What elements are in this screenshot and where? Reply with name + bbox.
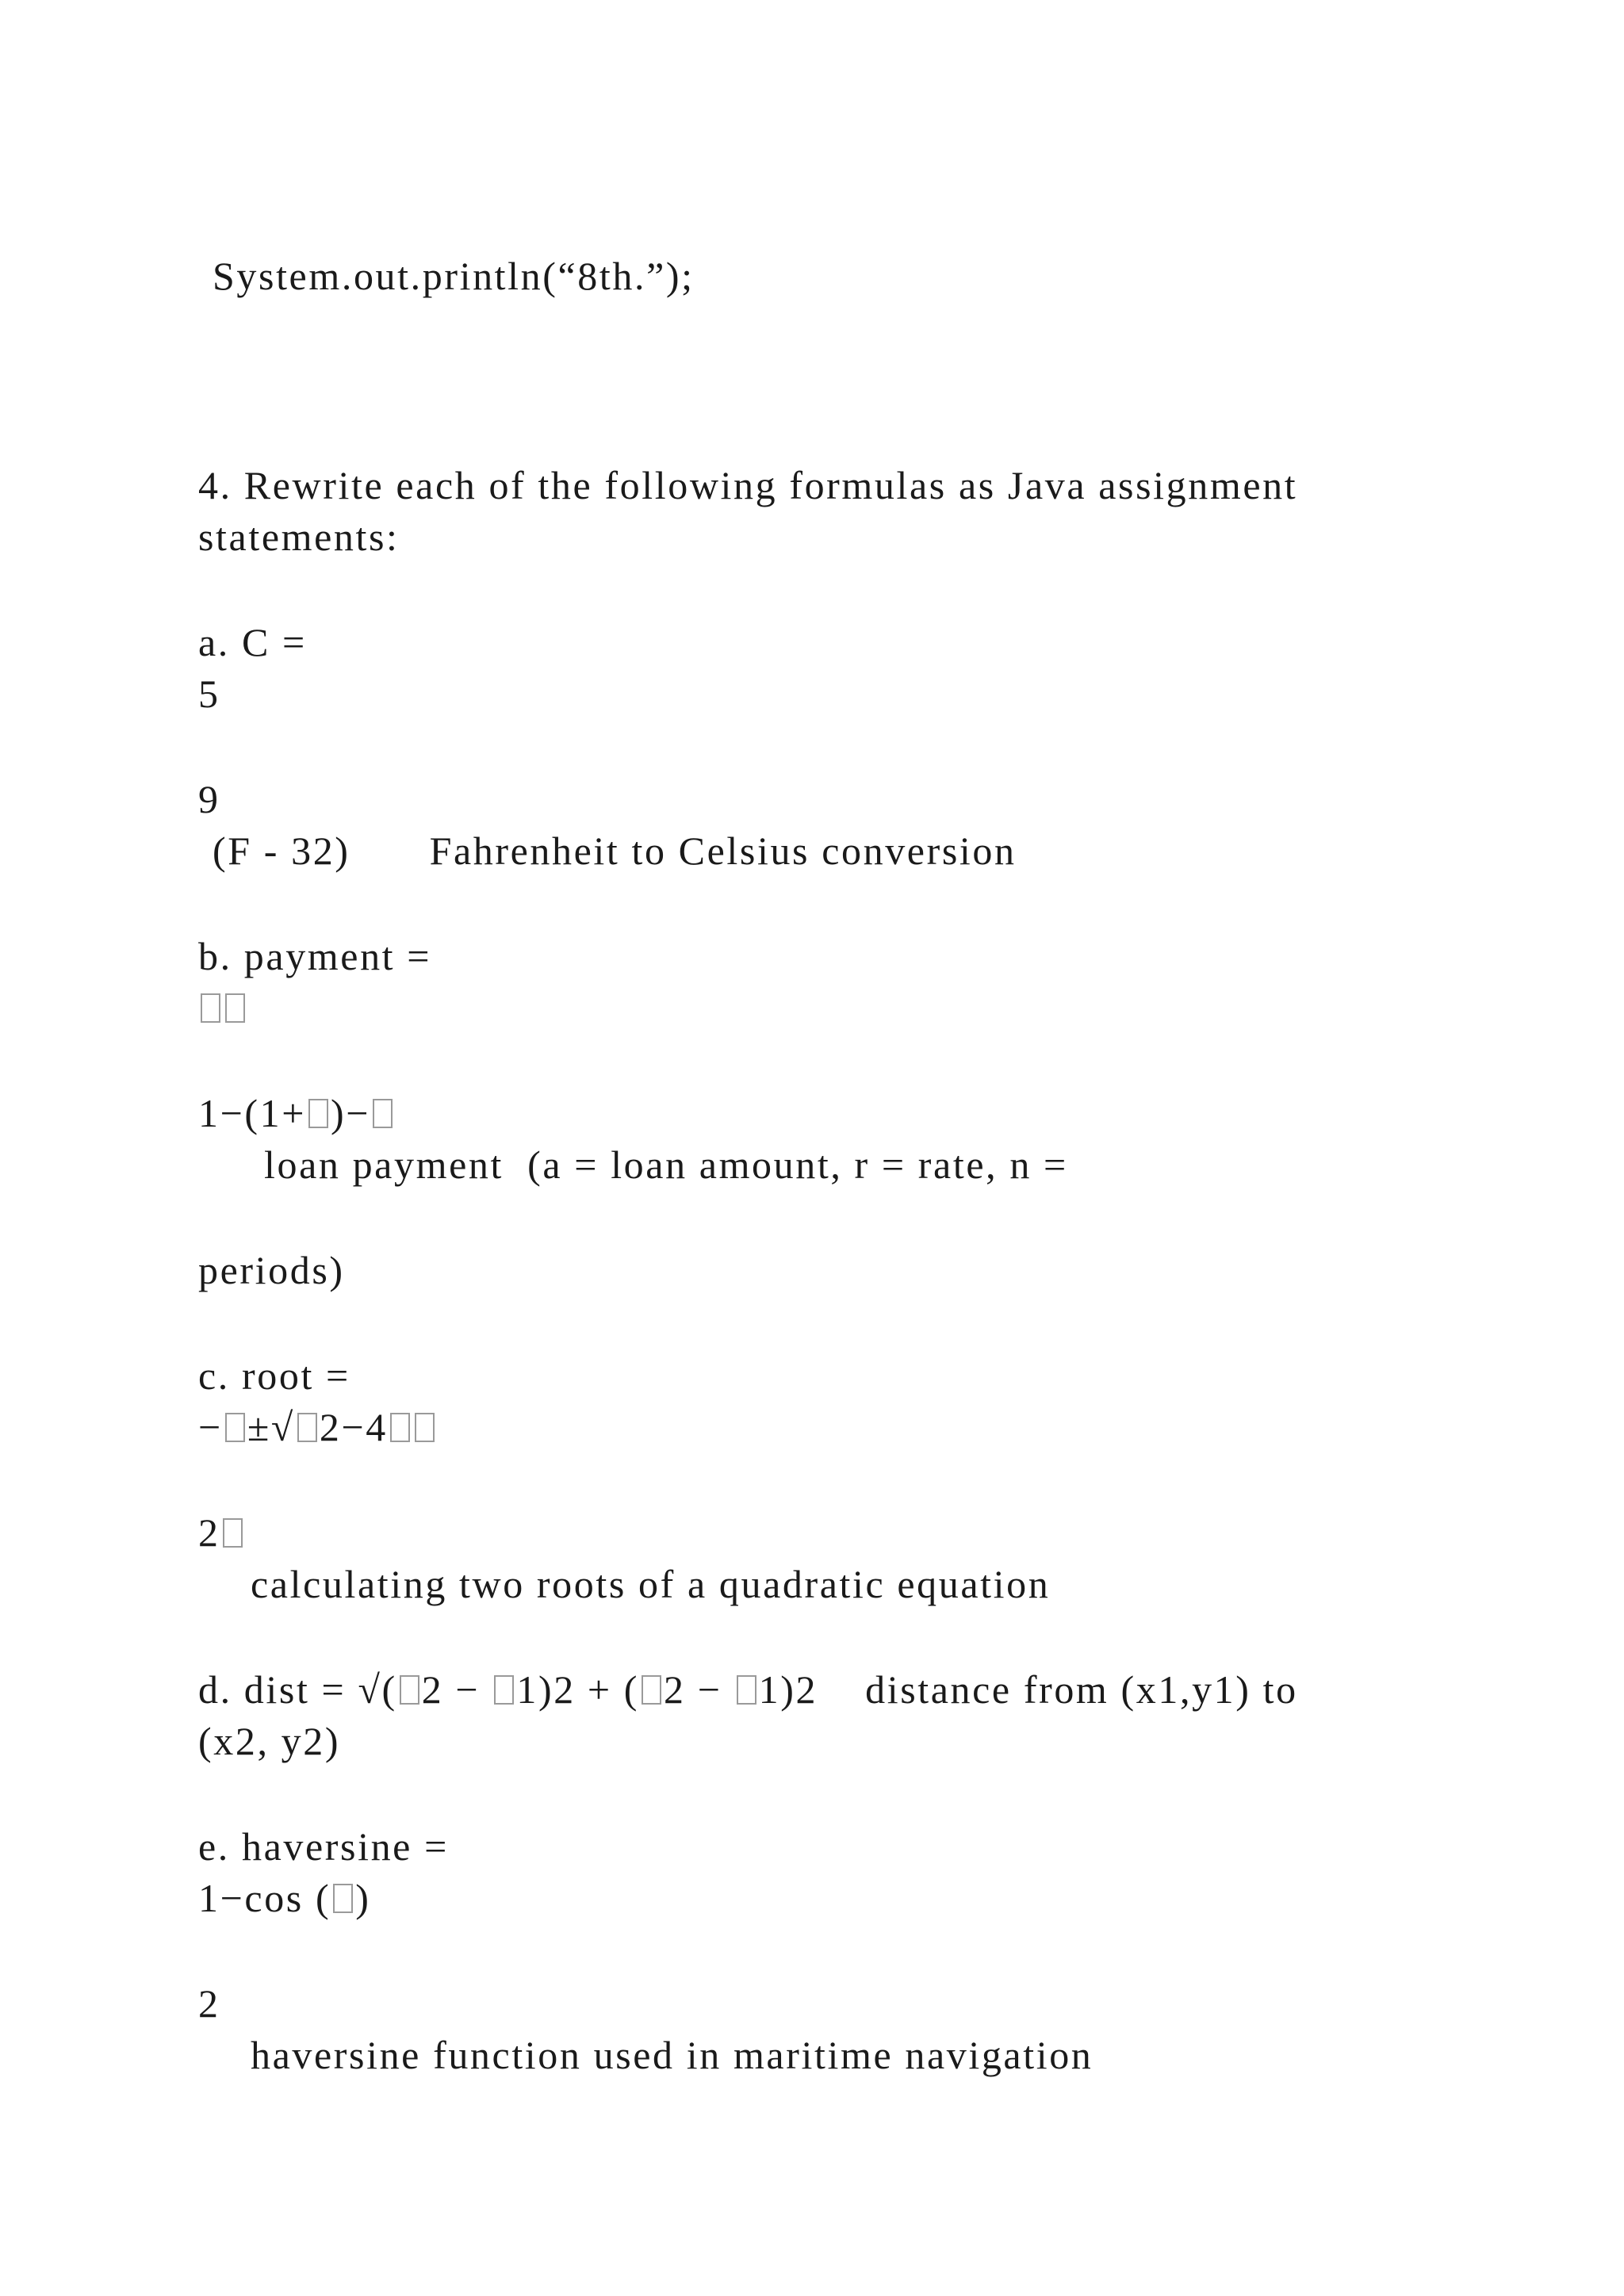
placeholder-box-icon [494, 1675, 514, 1705]
placeholder-box-icon [225, 1413, 245, 1442]
formula-e-denominator: 2 [198, 1981, 220, 2026]
placeholder-box-icon [333, 1884, 353, 1913]
formula-d-description-continued: (x2, y2) [198, 1719, 341, 1763]
formula-a-expression-line [213, 827, 1017, 874]
question-heading-line-2: statements: [198, 515, 400, 559]
formula-c-description: calculating two roots of a quadratic equation [251, 1562, 1051, 1606]
placeholder-box-icon [223, 1518, 243, 1548]
formula-d-line: d. dist = √( 2 − 1)2 + ( 2 − 1)2 distance from (x1,y1) to [198, 1667, 1298, 1712]
formula-a-description: Fahrenheit to Celsius conversion [429, 828, 1017, 873]
placeholder-box-icon [737, 1675, 756, 1705]
placeholder-box-icon [390, 1413, 410, 1442]
formula-e-description: haversine function used in maritime navigation [251, 2033, 1094, 2077]
code-line: System.out.println(“8th.”); [213, 254, 695, 298]
formula-a-denominator: 9 [198, 777, 220, 821]
formula-e-lhs: e. haversine = [198, 1824, 449, 1869]
placeholder-box-icon [400, 1675, 419, 1705]
placeholder-box-icon [642, 1675, 661, 1705]
formula-b-description: loan payment (a = loan amount, r = rate, n = [264, 1142, 1068, 1187]
formula-a-lhs: a. C = [198, 620, 307, 664]
formula-b-numerator [198, 984, 247, 1031]
formula-b-lhs: b. payment = [198, 934, 432, 978]
placeholder-box-icon [415, 1413, 435, 1442]
formula-a-expression: (F - 32) [213, 828, 350, 873]
formula-c-denominator: 2 [198, 1509, 245, 1556]
formula-c-numerator: − ±√ 2−4 [198, 1403, 437, 1451]
formula-c-lhs: c. root = [198, 1353, 350, 1398]
placeholder-box-icon [308, 1099, 328, 1128]
placeholder-box-icon [297, 1413, 317, 1442]
formula-b-denominator: 1−(1+ )− [198, 1089, 395, 1137]
formula-b-description-continued: periods) [198, 1248, 345, 1292]
placeholder-box-icon [225, 993, 245, 1023]
formula-e-numerator: 1−cos ( ) [198, 1876, 371, 1920]
formula-a-numerator: 5 [198, 672, 220, 716]
formula-d-description: distance from (x1,y1) to [865, 1667, 1298, 1712]
placeholder-box-icon [201, 993, 220, 1023]
question-heading-line-1: 4. Rewrite each of the following formulas as Java assignment [198, 463, 1298, 507]
placeholder-box-icon [373, 1099, 393, 1128]
